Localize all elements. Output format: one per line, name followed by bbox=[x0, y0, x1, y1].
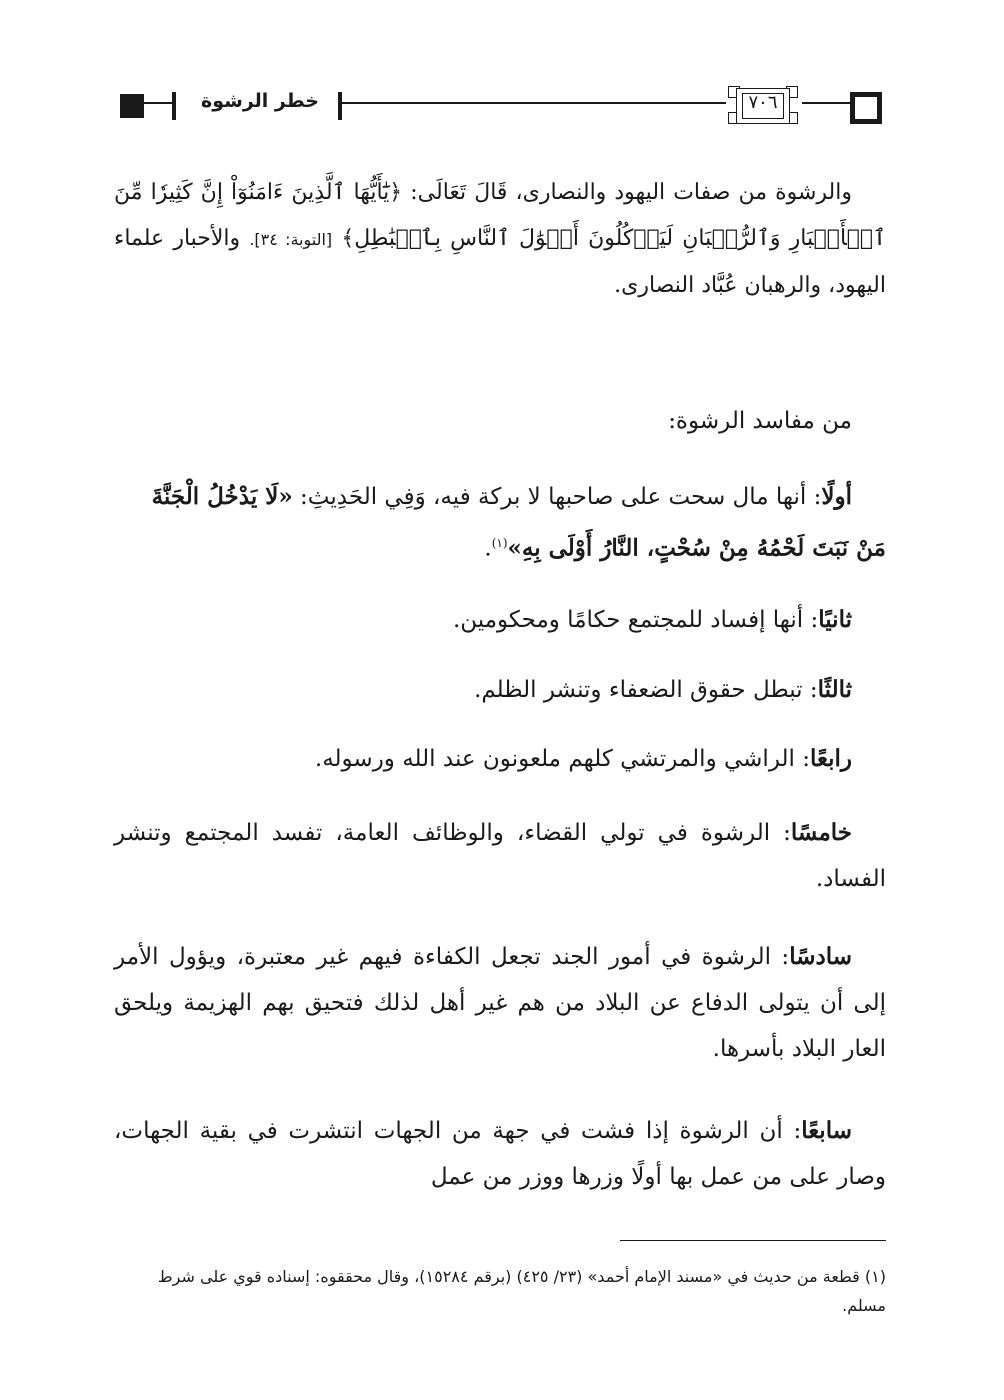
header-rule-middle bbox=[342, 102, 726, 104]
point-label: سابعًا bbox=[801, 1117, 852, 1144]
hadith-text: «لَا يَدْخُلُ الْجَنَّةَ مَنْ نَبَتَ لَحْمُهُ مِنْ سُحْتٍ، النَّارُ أَوْلَى بِهِ» bbox=[151, 483, 886, 562]
point-7: سابعًا: أن الرشوة إذا فشت في جهة من الجهات انتشرت في بقية الجهات، وصار على من عمل بها أولًا وزرها ووزر من عمل bbox=[114, 1117, 886, 1190]
point-label: ثانيًا bbox=[818, 606, 852, 633]
point-label: خامسًا bbox=[790, 819, 852, 846]
header-rule-left bbox=[144, 102, 172, 104]
verse-commentary: والأحبار علماء اليهود، والرهبان عُبَّاد النصارى. bbox=[114, 226, 886, 298]
point-3: ثالثًا: تبطل حقوق الضعفاء وتنشر الظلم. bbox=[474, 676, 852, 703]
section-heading: من مفاسد الرشوة: bbox=[668, 408, 852, 434]
point-4: رابعًا: الراشي والمرتشي كلهم ملعونون عند الله ورسوله. bbox=[314, 745, 852, 772]
point-label: رابعًا bbox=[809, 745, 852, 772]
point-label: سادسًا bbox=[789, 943, 852, 970]
page-number-frame bbox=[726, 86, 802, 126]
running-title: خطر الرشوة bbox=[201, 90, 319, 112]
header-divider-bar bbox=[172, 92, 176, 120]
point-5: خامسًا: الرشوة في تولي القضاء، والوظائف العامة، تفسد المجتمع وتنشر الفساد. bbox=[114, 819, 886, 892]
header-ornament-left bbox=[120, 94, 144, 118]
footnote-separator bbox=[620, 1240, 886, 1241]
footnote: (١) قطعة من حديث في «مسند الإمام أحمد» (٢٣/ ٤٢٥) (برقم ١٥٢٨٤)، وقال محققوه: إسناده قوي على شرط مسلم. bbox=[157, 1267, 886, 1315]
verse-citation: [التوبة: ٣٤]. bbox=[249, 230, 333, 249]
point-label: أولًا bbox=[821, 483, 852, 510]
verse-text: والرشوة من صفات اليهود والنصارى، قَالَ تَعَالَى: ﴿يَٰٓأَيُّهَا ٱلَّذِينَ ءَامَنُوٓاْ إِنَّ كَثِيرٗا مِّنَ ٱلۡأَحۡبَارِ وَٱلرُّهۡبَانِ لَيَأۡكُلُونَ أَمۡوَٰلَ ٱلنَّاسِ بِٱلۡبَٰطِلِ﴾ bbox=[114, 180, 887, 251]
paragraph-quran-verse bbox=[114, 170, 886, 309]
point-1: أولًا: أنها مال سحت على صاحبها لا بركة فيه، وَفِي الحَدِيثِ: «لَا يَدْخُلُ الْجَنَّةَ مَنْ نَبَتَ لَحْمُهُ مِنْ سُحْتٍ، النَّارُ أَوْلَى بِهِ»$^{(١)}$. bbox=[151, 483, 886, 562]
point-6: سادسًا: الرشوة في أمور الجند تجعل الكفاءة فيهم غير معتبرة، ويؤول الأمر إلى أن يتولى الدفاع عن البلاد من هم غير أهل لذلك فتحيق بهم الهزيمة ويلحق العار البلاد بأسرها. bbox=[114, 943, 886, 1062]
footnote-ref[interactable]: (١) bbox=[491, 536, 508, 550]
header-rule-right bbox=[802, 102, 850, 104]
page-number: ٧٠٦ bbox=[748, 92, 778, 113]
header-ornament-right bbox=[850, 92, 882, 124]
page-header bbox=[114, 86, 886, 126]
point-label: ثالثًا bbox=[817, 676, 852, 703]
header-divider-bar bbox=[338, 92, 342, 120]
point-2: ثانيًا: أنها إفساد للمجتمع حكامًا ومحكومين. bbox=[452, 606, 852, 633]
